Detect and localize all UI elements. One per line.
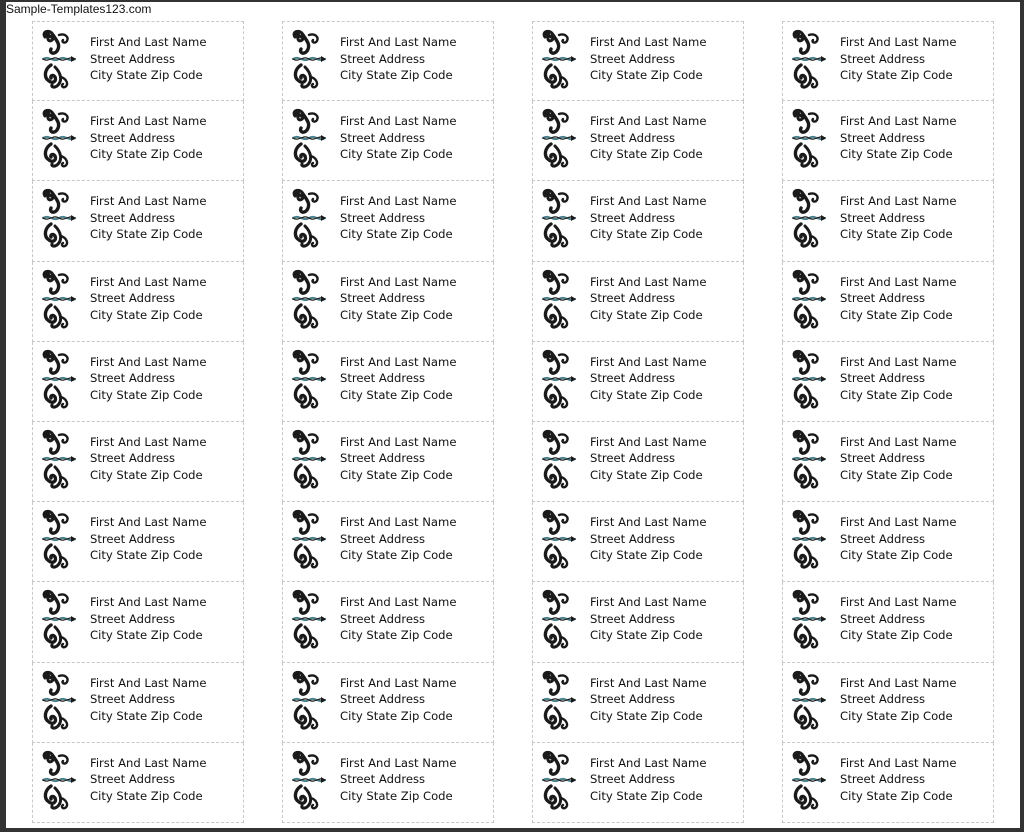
address-block — [90, 594, 206, 644]
street-address: Street Address — [840, 531, 926, 546]
city-state-zip: City State Zip Code — [90, 387, 203, 402]
street-address: Street Address — [590, 451, 676, 466]
recipient-name: First And Last Name — [840, 35, 957, 49]
flourish-ornament-icon — [39, 349, 77, 409]
recipient-name: First And Last Name — [340, 114, 457, 129]
address-block — [90, 755, 206, 805]
flourish-ornament-icon — [289, 429, 327, 489]
city-state-zip: City State Zip Code — [590, 68, 703, 82]
address-label — [32, 21, 244, 101]
street-address: Street Address — [340, 130, 426, 145]
city-state-zip: City State Zip Code — [840, 628, 953, 643]
flourish-ornament-icon — [789, 29, 827, 89]
address-label — [532, 101, 744, 181]
city-state-zip: City State Zip Code — [840, 708, 953, 723]
street-address: Street Address — [340, 371, 426, 386]
recipient-name: First And Last Name — [840, 515, 957, 530]
city-state-zip: City State Zip Code — [90, 147, 203, 162]
address-block — [90, 675, 206, 725]
address-block — [590, 675, 706, 725]
recipient-name: First And Last Name — [340, 595, 457, 610]
recipient-name: First And Last Name — [590, 675, 707, 690]
street-address: Street Address — [590, 531, 676, 546]
city-state-zip: City State Zip Code — [340, 548, 453, 563]
address-block — [340, 354, 456, 404]
address-label — [32, 422, 244, 502]
recipient-name: First And Last Name — [590, 595, 707, 610]
flourish-ornament-icon — [39, 670, 77, 730]
recipient-name: First And Last Name — [840, 194, 957, 209]
recipient-name: First And Last Name — [340, 194, 457, 209]
flourish-ornament-icon — [789, 108, 827, 168]
address-label — [782, 262, 994, 342]
recipient-name: First And Last Name — [340, 354, 457, 369]
address-label — [782, 582, 994, 662]
street-address: Street Address — [840, 210, 926, 225]
address-block — [340, 193, 456, 243]
address-label — [782, 663, 994, 743]
street-address: Street Address — [590, 51, 676, 66]
recipient-name: First And Last Name — [590, 274, 707, 289]
address-block — [840, 514, 956, 564]
address-block — [590, 354, 706, 404]
flourish-ornament-icon — [39, 269, 77, 329]
flourish-ornament-icon — [289, 589, 327, 649]
address-block — [590, 193, 706, 243]
city-state-zip: City State Zip Code — [840, 307, 953, 322]
flourish-ornament-icon — [539, 108, 577, 168]
street-address: Street Address — [340, 291, 426, 306]
flourish-ornament-icon — [789, 429, 827, 489]
recipient-name: First And Last Name — [840, 595, 957, 610]
address-label — [532, 422, 744, 502]
city-state-zip: City State Zip Code — [90, 307, 203, 322]
city-state-zip: City State Zip Code — [90, 227, 203, 242]
recipient-name: First And Last Name — [590, 515, 707, 530]
flourish-ornament-icon — [289, 188, 327, 248]
address-block — [340, 274, 456, 324]
street-address: Street Address — [90, 772, 176, 787]
address-label — [782, 743, 994, 823]
address-label — [532, 342, 744, 422]
recipient-name: First And Last Name — [590, 755, 707, 770]
address-label — [782, 181, 994, 261]
flourish-ornament-icon — [789, 349, 827, 409]
city-state-zip: City State Zip Code — [340, 628, 453, 643]
recipient-name: First And Last Name — [590, 114, 707, 129]
recipient-name: First And Last Name — [340, 274, 457, 289]
flourish-ornament-icon — [39, 108, 77, 168]
street-address: Street Address — [840, 291, 926, 306]
address-label — [532, 21, 744, 101]
recipient-name: First And Last Name — [840, 755, 957, 770]
flourish-ornament-icon — [539, 188, 577, 248]
address-label — [532, 663, 744, 743]
street-address: Street Address — [90, 51, 176, 66]
street-address: Street Address — [590, 692, 676, 706]
flourish-ornament-icon — [539, 269, 577, 329]
flourish-ornament-icon — [39, 429, 77, 489]
street-address: Street Address — [840, 371, 926, 386]
address-block — [590, 594, 706, 644]
city-state-zip: City State Zip Code — [590, 147, 703, 162]
address-label — [32, 181, 244, 261]
address-label — [282, 743, 494, 823]
street-address: Street Address — [340, 210, 426, 225]
address-block — [840, 274, 956, 324]
flourish-ornament-icon — [789, 509, 827, 569]
address-block — [90, 34, 206, 84]
address-block — [340, 434, 456, 484]
street-address: Street Address — [590, 611, 676, 626]
recipient-name: First And Last Name — [840, 675, 957, 690]
city-state-zip: City State Zip Code — [90, 708, 203, 723]
flourish-ornament-icon — [289, 108, 327, 168]
flourish-ornament-icon — [39, 29, 77, 89]
address-label — [282, 663, 494, 743]
address-block — [340, 755, 456, 805]
address-label — [32, 743, 244, 823]
address-block — [90, 434, 206, 484]
city-state-zip: City State Zip Code — [90, 548, 203, 563]
city-state-zip: City State Zip Code — [590, 628, 703, 643]
recipient-name: First And Last Name — [90, 354, 207, 369]
address-label — [282, 582, 494, 662]
street-address: Street Address — [840, 130, 926, 145]
street-address: Street Address — [90, 451, 176, 466]
recipient-name: First And Last Name — [90, 515, 207, 530]
address-label — [282, 101, 494, 181]
address-block — [90, 274, 206, 324]
flourish-ornament-icon — [789, 750, 827, 810]
street-address: Street Address — [90, 130, 176, 145]
flourish-ornament-icon — [789, 188, 827, 248]
address-label — [282, 342, 494, 422]
address-block — [840, 354, 956, 404]
street-address: Street Address — [590, 371, 676, 386]
address-label — [532, 743, 744, 823]
flourish-ornament-icon — [539, 29, 577, 89]
flourish-ornament-icon — [539, 750, 577, 810]
street-address: Street Address — [340, 611, 426, 626]
address-block — [340, 34, 456, 84]
address-label — [32, 262, 244, 342]
city-state-zip: City State Zip Code — [90, 788, 203, 803]
address-label — [282, 502, 494, 582]
address-label — [32, 502, 244, 582]
city-state-zip: City State Zip Code — [590, 548, 703, 563]
address-label — [32, 663, 244, 743]
recipient-name: First And Last Name — [90, 194, 207, 209]
street-address: Street Address — [590, 772, 676, 787]
street-address: Street Address — [340, 772, 426, 787]
address-block — [590, 274, 706, 324]
address-label — [782, 21, 994, 101]
city-state-zip: City State Zip Code — [340, 147, 453, 162]
address-block — [840, 594, 956, 644]
city-state-zip: City State Zip Code — [340, 227, 453, 242]
recipient-name: First And Last Name — [90, 35, 207, 49]
street-address: Street Address — [590, 291, 676, 306]
recipient-name: First And Last Name — [90, 274, 207, 289]
flourish-ornament-icon — [39, 509, 77, 569]
address-label — [282, 422, 494, 502]
recipient-name: First And Last Name — [590, 194, 707, 209]
flourish-ornament-icon — [289, 750, 327, 810]
address-block — [90, 113, 206, 163]
address-label — [782, 422, 994, 502]
address-block — [590, 113, 706, 163]
recipient-name: First And Last Name — [90, 595, 207, 610]
street-address: Street Address — [340, 51, 426, 66]
address-label — [532, 502, 744, 582]
flourish-ornament-icon — [789, 589, 827, 649]
address-block — [590, 34, 706, 84]
recipient-name: First And Last Name — [90, 434, 207, 449]
address-block — [840, 113, 956, 163]
flourish-ornament-icon — [289, 29, 327, 89]
recipient-name: First And Last Name — [90, 755, 207, 770]
address-block — [340, 594, 456, 644]
recipient-name: First And Last Name — [340, 675, 457, 690]
address-block — [90, 193, 206, 243]
city-state-zip: City State Zip Code — [340, 68, 453, 82]
city-state-zip: City State Zip Code — [340, 788, 453, 803]
address-block — [590, 434, 706, 484]
city-state-zip: City State Zip Code — [840, 227, 953, 242]
address-block — [840, 34, 956, 84]
street-address: Street Address — [840, 451, 926, 466]
city-state-zip: City State Zip Code — [840, 548, 953, 563]
street-address: Street Address — [590, 130, 676, 145]
recipient-name: First And Last Name — [340, 434, 457, 449]
address-block — [90, 514, 206, 564]
city-state-zip: City State Zip Code — [590, 467, 703, 482]
address-block — [590, 514, 706, 564]
recipient-name: First And Last Name — [340, 515, 457, 530]
address-block — [340, 514, 456, 564]
address-block — [840, 675, 956, 725]
city-state-zip: City State Zip Code — [840, 68, 953, 82]
address-label — [782, 502, 994, 582]
address-label — [32, 342, 244, 422]
flourish-ornament-icon — [289, 269, 327, 329]
recipient-name: First And Last Name — [90, 675, 207, 690]
street-address: Street Address — [340, 692, 426, 706]
city-state-zip: City State Zip Code — [340, 387, 453, 402]
flourish-ornament-icon — [39, 589, 77, 649]
address-label — [282, 21, 494, 101]
flourish-ornament-icon — [539, 670, 577, 730]
street-address: Street Address — [840, 772, 926, 787]
city-state-zip: City State Zip Code — [340, 467, 453, 482]
city-state-zip: City State Zip Code — [90, 68, 203, 82]
recipient-name: First And Last Name — [840, 434, 957, 449]
city-state-zip: City State Zip Code — [840, 788, 953, 803]
city-state-zip: City State Zip Code — [90, 628, 203, 643]
flourish-ornament-icon — [789, 269, 827, 329]
city-state-zip: City State Zip Code — [840, 147, 953, 162]
address-block — [590, 755, 706, 805]
recipient-name: First And Last Name — [590, 35, 707, 49]
recipient-name: First And Last Name — [590, 354, 707, 369]
city-state-zip: City State Zip Code — [590, 708, 703, 723]
street-address: Street Address — [90, 692, 176, 706]
city-state-zip: City State Zip Code — [840, 387, 953, 402]
flourish-ornament-icon — [39, 750, 77, 810]
address-block — [90, 354, 206, 404]
address-block — [340, 675, 456, 725]
address-label — [782, 101, 994, 181]
address-label — [282, 262, 494, 342]
recipient-name: First And Last Name — [840, 114, 957, 129]
recipient-name: First And Last Name — [340, 755, 457, 770]
recipient-name: First And Last Name — [590, 434, 707, 449]
city-state-zip: City State Zip Code — [590, 307, 703, 322]
street-address: Street Address — [840, 51, 926, 66]
flourish-ornament-icon — [539, 349, 577, 409]
address-label — [32, 582, 244, 662]
recipient-name: First And Last Name — [840, 274, 957, 289]
street-address: Street Address — [90, 291, 176, 306]
address-label — [32, 101, 244, 181]
city-state-zip: City State Zip Code — [340, 307, 453, 322]
address-label — [282, 181, 494, 261]
watermark-text: Sample-Templates123.com — [6, 2, 152, 16]
recipient-name: First And Last Name — [90, 114, 207, 129]
city-state-zip: City State Zip Code — [90, 467, 203, 482]
label-grid — [32, 21, 1002, 828]
address-label — [782, 342, 994, 422]
address-block — [840, 193, 956, 243]
recipient-name: First And Last Name — [340, 35, 457, 49]
street-address: Street Address — [840, 692, 926, 706]
city-state-zip: City State Zip Code — [590, 227, 703, 242]
flourish-ornament-icon — [789, 670, 827, 730]
street-address: Street Address — [90, 210, 176, 225]
city-state-zip: City State Zip Code — [590, 387, 703, 402]
flourish-ornament-icon — [539, 429, 577, 489]
street-address: Street Address — [90, 371, 176, 386]
address-block — [340, 113, 456, 163]
street-address: Street Address — [90, 531, 176, 546]
address-label — [532, 582, 744, 662]
flourish-ornament-icon — [539, 589, 577, 649]
flourish-ornament-icon — [39, 188, 77, 248]
flourish-ornament-icon — [539, 509, 577, 569]
address-block — [840, 755, 956, 805]
city-state-zip: City State Zip Code — [340, 708, 453, 723]
street-address: Street Address — [340, 451, 426, 466]
address-label — [532, 181, 744, 261]
city-state-zip: City State Zip Code — [840, 467, 953, 482]
flourish-ornament-icon — [289, 670, 327, 730]
street-address: Street Address — [90, 611, 176, 626]
address-block — [840, 434, 956, 484]
flourish-ornament-icon — [289, 509, 327, 569]
flourish-ornament-icon — [289, 349, 327, 409]
recipient-name: First And Last Name — [840, 354, 957, 369]
street-address: Street Address — [590, 210, 676, 225]
street-address: Street Address — [840, 611, 926, 626]
city-state-zip: City State Zip Code — [590, 788, 703, 803]
label-sheet — [6, 2, 1020, 828]
street-address: Street Address — [340, 531, 426, 546]
address-label — [532, 262, 744, 342]
